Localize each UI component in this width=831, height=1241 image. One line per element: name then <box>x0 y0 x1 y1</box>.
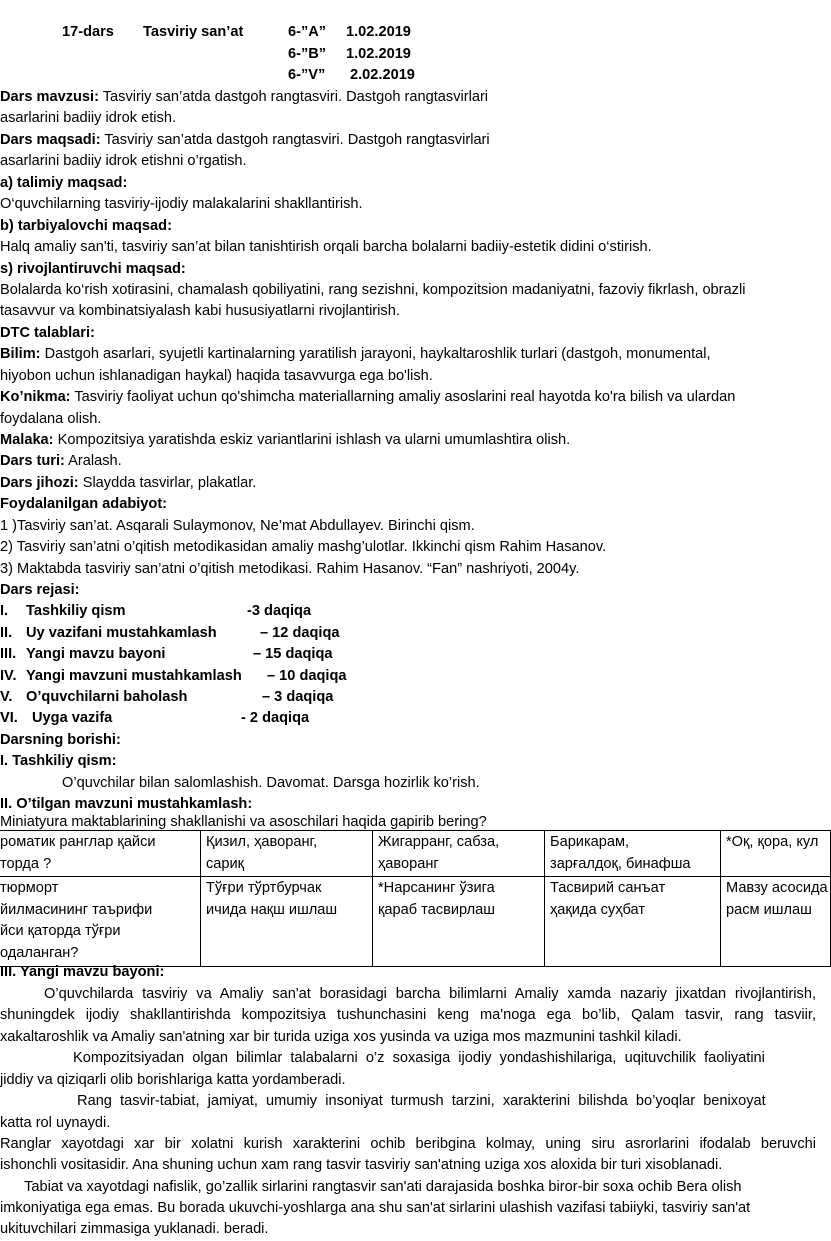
literature-item: 2) Tasviriy san’atni o’qitish metodikasidan amaliy mashg’ulotlar. Ikkinchi qism Rahim Hasanov. <box>0 539 607 555</box>
literature-item: 3) Maktabda tasviriy san’atni o’qitish metodikasi. Rahim Hasanov. “Fan” nashriyoti, 2004y. <box>0 561 580 577</box>
edu-goal-text: O‘quvchilarning tasviriy-ijodiy malakalarini shakllantirish. <box>0 196 363 212</box>
table-cell <box>373 877 545 966</box>
newtopic-p2-line: Kompozitsiyadan olgan bilimlar talabalarni o’z soxasiga ijodiy yondashishilariga, uqituvchilik faoliyatini <box>0 1050 765 1066</box>
cell-line: одаланган? <box>0 944 79 961</box>
lesson-type-row <box>0 451 816 473</box>
plan-item-num: II. <box>0 625 13 641</box>
plan-item-time: – 10 daqiqa <box>267 668 347 684</box>
review-label: II. O’tilgan mavzuni mustahkamlash: <box>0 796 253 812</box>
plan-item-time: – 15 daqiqa <box>253 646 333 662</box>
cell-line: торда ? <box>0 855 52 872</box>
upbringing-goal-text: Halq amaliy san'ti, tasviriy san’at bilan tanishtirish orqali barcha bolalarni badiiy-estetik didini o‘stirish. <box>0 239 652 255</box>
cell-line: қараб тасвирлаш <box>378 901 495 918</box>
table-cell <box>721 831 831 877</box>
class-name: 6-”V” <box>288 67 326 83</box>
cell-line: Мавзу асосида <box>726 880 828 897</box>
course-label: Darsning borishi: <box>0 732 121 748</box>
develop-goal-label: s) rivojlantiruvchi maqsad: <box>0 261 186 277</box>
class-name: 6-”A” <box>288 24 327 40</box>
plan-item-time: – 12 daqiqa <box>260 625 340 641</box>
newtopic-p3-line: Rang tasvir-tabiat, jamiyat, umumiy insoniyat turmush tarzini, xarakterini bilishda bo’yoqlar benixoyat <box>0 1093 766 1109</box>
class-date: 2.02.2019 <box>350 67 415 83</box>
cell-line: йси қаторда тўғри <box>0 923 121 940</box>
table-cell <box>201 831 373 877</box>
plan-item-num: IV. <box>0 668 17 684</box>
equipment-label: Dars jihozi: <box>0 475 79 491</box>
subject-name: Tasviriy san’at <box>143 24 244 40</box>
review-question: Miniatyura maktablarining shakllanishi va asoschilari haqida gapirib bering? <box>0 814 487 830</box>
lesson-number: 17-dars <box>62 24 114 40</box>
lesson-type-text: Aralash. <box>64 453 122 469</box>
plan-item-num: I. <box>0 603 9 619</box>
class-date: 1.02.2019 <box>346 46 411 62</box>
cell-line: расм ишлаш <box>726 901 812 918</box>
class-name: 6-”B” <box>288 46 327 62</box>
cell-line: сариқ <box>206 855 245 872</box>
test-table <box>0 830 831 967</box>
lesson-type-label: Dars turi: <box>0 453 65 469</box>
plan-item-num: VI. <box>0 710 18 726</box>
cell-line: ҳаворанг <box>378 855 439 872</box>
table-cell <box>201 877 373 966</box>
skill-text: Tasviriy faoliyat uchun qo'shimcha materiallarning amaliy asoslarini real hayotda ko'ra bilish va ulardan <box>70 389 736 405</box>
plan-item-name: Tashkiliy qism <box>26 603 126 619</box>
plan-item-time: -3 daqiqa <box>247 603 312 619</box>
org-label: I. Tashkiliy qism: <box>0 753 117 769</box>
skill-row <box>0 387 816 409</box>
cell-line: *Оқ, қора, кул <box>726 834 819 850</box>
newtopic-p1-line: xakaltaroshlik va Amaliy san'atning xar bir turida uziga xos yusinda va uziga mos mazmunini tashkil kiladi. <box>0 1029 682 1045</box>
plan-item-num: III. <box>0 646 17 662</box>
knowledge-label: Bilim: <box>0 346 41 362</box>
newtopic-p2-line: jiddiy va qiziqarli olib borishlariga katta yordamberadi. <box>0 1072 346 1088</box>
cell-line: Барикарам, <box>550 834 630 850</box>
lesson-topic-cont: asarlarini badiiy idrok etish. <box>0 110 177 126</box>
cell-line: ичида нақш ишлаш <box>206 901 338 918</box>
cell-line: Тасвирий санъат <box>550 880 666 897</box>
table-cell <box>373 831 545 877</box>
goal-text: Tasviriy san’atda dastgoh rangtasviri. Dastgoh rangtasvirlari <box>100 132 490 148</box>
lesson-topic <box>0 87 816 109</box>
plan-item-name: Yangi mavzu bayoni <box>26 646 166 662</box>
cell-line: тюрморт <box>0 880 59 897</box>
cell-line: роматик ранглар қайси <box>0 834 156 850</box>
plan-item-time: – 3 daqiqa <box>262 689 334 705</box>
knowledge-row <box>0 344 816 366</box>
cell-line: зарғалдоқ, бинафша <box>550 855 691 872</box>
table-cell <box>721 877 831 966</box>
newtopic-p5-line: ukituvchilari zimmasiga yuklanadi. beradi. <box>0 1221 269 1237</box>
newtopic-p5-line: Tabiat va xayotdagi nafislik, go’zallik sirlarini rangtasvir san'ati darajasida boshka biror-bir soxa ochib Bera olish <box>0 1179 742 1195</box>
plan-item-time: - 2 daqiqa <box>241 710 310 726</box>
develop-goal-text: Bolalarda ko‘rish xotirasini, chamalash qobiliyatini, rang sezishni, kompozitsion madaniyatni, fazoviy fikrlash, obrazli <box>0 282 746 298</box>
org-text: O’quvchilar bilan salomlashish. Davomat. Darsga hozirlik ko’rish. <box>62 775 480 791</box>
lesson-goal <box>0 130 816 152</box>
lesson-goal-cont: asarlarini badiiy idrok etishni o’rgatish. <box>0 153 247 169</box>
table-cell <box>545 831 721 877</box>
plan-item-name: Yangi mavzuni mustahkamlash <box>26 668 242 684</box>
develop-goal-cont: tasavvur va kombinatsiyalash kabi hususiyatlarni rivojlantirish. <box>0 303 400 319</box>
plan-label: Dars rejasi: <box>0 582 80 598</box>
cell-line: Қизил, ҳаворанг, <box>206 834 318 850</box>
table-row <box>0 877 831 966</box>
knowledge-text: Dastgoh asarlari, syujetli kartinalarning yaratilish jarayoni, haykaltaroshlik turlari (dastgoh, monumental, <box>40 346 711 362</box>
table-cell <box>545 877 721 966</box>
proficiency-text: Kompozitsiya yaratishda eskiz variantlarini ishlash va ularni umumlashtira olish. <box>53 432 571 448</box>
newtopic-p5-line: imkoniyatiga ega emas. Bu borada ukuvchi-yoshlarga ana shu san'at sirlarini ulashish vazifasi tabiiyki, tasviriy san'at <box>0 1200 751 1216</box>
plan-item-name: Uyga vazifa <box>32 710 113 726</box>
equipment-text: Slaydda tasvirlar, plakatlar. <box>78 475 257 491</box>
plan-item-num: V. <box>0 689 13 705</box>
proficiency-label: Malaka: <box>0 432 54 448</box>
cell-line: Жигарранг, сабза, <box>378 834 500 850</box>
plan-item-name: Uy vazifani mustahkamlash <box>26 625 217 641</box>
knowledge-cont: hiyobon uchun ishlanadigan haykal) haqida tasavvurga ega bo'lish. <box>0 368 433 384</box>
skill-label: Ko’nikma: <box>0 389 71 405</box>
newtopic-p1-line: shuningdek ijodiy shakllantirishda kompozitsiya tushunchasini keng ma'noga ega bo’lib, Qalam tasvir, rang tasviir, <box>0 1007 816 1023</box>
skill-cont: foydalana olish. <box>0 411 102 427</box>
cell-line: ҳақида суҳбат <box>550 901 646 918</box>
upbringing-goal-label: b) tarbiyalovchi maqsad: <box>0 218 172 234</box>
plan-item-name: O’quvchilarni baholash <box>26 689 188 705</box>
topic-text: Tasviriy san’atda dastgoh rangtasviri. Dastgoh rangtasvirlari <box>98 89 489 105</box>
dtc-label: DTC talablari: <box>0 325 95 341</box>
equipment-row <box>0 473 816 495</box>
edu-goal-label: a) talimiy maqsad: <box>0 175 128 191</box>
cell-line: йилмасининг таърифи <box>0 901 153 918</box>
literature-label: Foydalanilgan adabiyot: <box>0 496 168 512</box>
proficiency-row <box>0 430 816 452</box>
table-cell <box>0 831 201 877</box>
topic-label: Dars mavzusi: <box>0 89 99 105</box>
goal-label: Dars maqsadi: <box>0 132 101 148</box>
table-row <box>0 831 831 877</box>
newtopic-p1-line: O’quvchilarda tasviriy va Amaliy san'at borasidagi barcha bilimlarni Amaliy xamda nazariy jixatdan rivojlantirish, <box>0 986 816 1002</box>
cell-line: *Нарсанинг ўзига <box>378 880 495 897</box>
newtopic-p3-line: katta rol uynaydi. <box>0 1115 111 1131</box>
newtopic-p4-line: Ranglar xayotdagi xar bir xolatni kurish xarakterini ochib beribgina kolmay, uning siru asrorlarini ifodalab beruvchi <box>0 1136 816 1152</box>
newtopic-label: III. Yangi mavzu bayoni: <box>0 964 165 980</box>
class-date: 1.02.2019 <box>346 24 411 40</box>
literature-item: 1 )Tasviriy san’at. Asqarali Sulaymonov, Ne’mat Abdullayev. Birinchi qism. <box>0 518 475 534</box>
table-cell <box>0 877 201 966</box>
newtopic-p4-line: ishonchli vositasidir. Ana shuning uchun xam rang tasvir tasviriy san'atning uziga xos aloxida bir turi xisoblanadi. <box>0 1157 723 1173</box>
cell-line: Тўғри тўртбурчак <box>206 880 322 897</box>
